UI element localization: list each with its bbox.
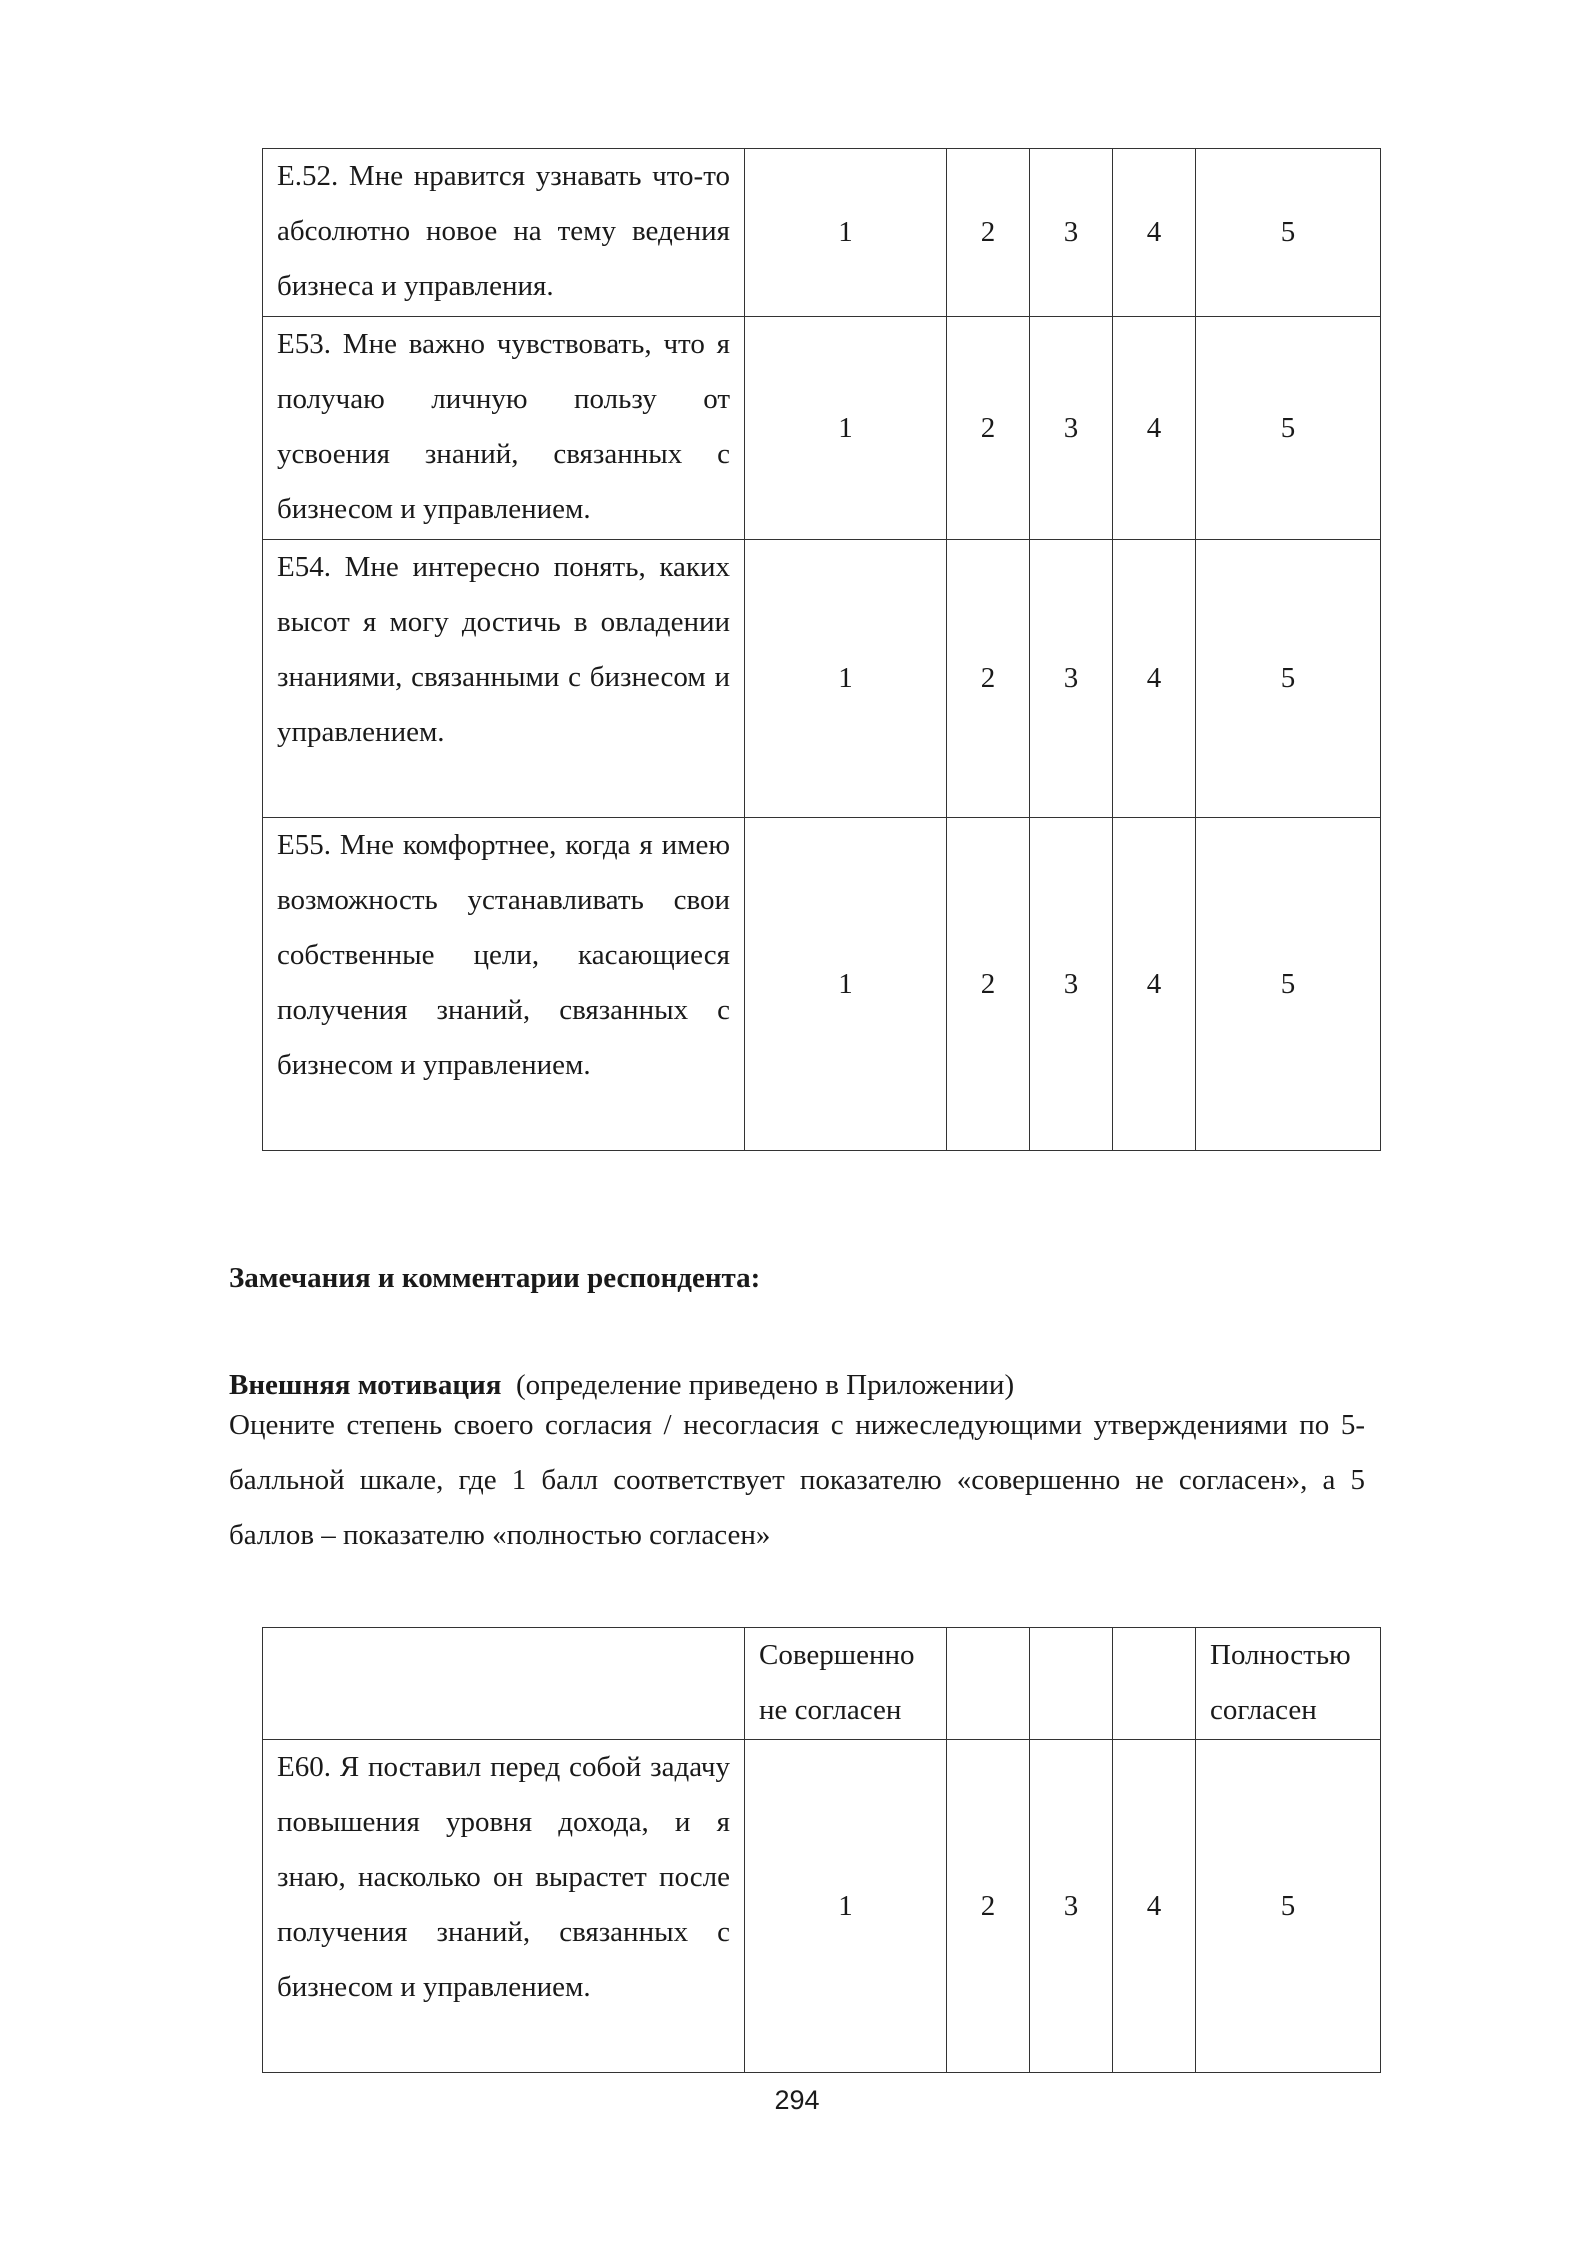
table-row [263,540,1381,818]
score-cell: 4 [1113,149,1196,317]
statement-cell: Е55. Мне комфортнее, когда я имею возможность устанавливать свои собственные цели, касающиеся получения знаний, связанных с бизнесом и управлением. [263,818,745,1151]
score-cell: 1 [745,818,947,1151]
score-cell: 4 [1113,540,1196,818]
header-cell [1030,1628,1113,1740]
comments-heading: Замечания и комментарии респондента: [229,1262,761,1294]
score-cell: 1 [745,540,947,818]
statement-cell: Е53. Мне важно чувствовать, что я получаю личную пользу от усвоения знаний, связанных с бизнесом и управлением. [263,317,745,540]
statement-cell: Е.52. Мне нравится узнавать что-то абсолютно новое на тему ведения бизнеса и управления. [263,149,745,317]
score-cell: 5 [1196,317,1381,540]
section-title-note: (определение приведено в Приложении) [515,1369,1015,1401]
score-cell: 4 [1113,317,1196,540]
table-header-row [263,1628,1381,1740]
rating-table-extrinsic [262,1627,1381,2073]
section-title: Внешняя мотивация [229,1369,502,1401]
score-cell: 3 [1030,1740,1113,2073]
score-cell: 2 [947,317,1030,540]
score-cell: 5 [1196,540,1381,818]
score-cell: 5 [1196,149,1381,317]
statement-cell: Е60. Я поставил перед собой задачу повышения уровня дохода, и я знаю, насколько он вырастет после получения знаний, связанных с бизнесом и управлением. [263,1740,745,2073]
table-row [263,149,1381,317]
table-row [263,818,1381,1151]
score-cell: 2 [947,818,1030,1151]
score-cell: 3 [1030,818,1113,1151]
score-cell: 4 [1113,1740,1196,2073]
score-cell: 1 [745,1740,947,2073]
page-number: 294 [774,2085,820,2115]
score-cell: 1 [745,317,947,540]
header-cell-agree: Полностью согласен [1196,1628,1381,1740]
statement-cell: Е54. Мне интересно понять, каких высот я могу достичь в овладении знаниями, связанными с бизнесом и управлением. [263,540,745,818]
header-cell [947,1628,1030,1740]
table-row [263,317,1381,540]
score-cell: 3 [1030,149,1113,317]
score-cell: 3 [1030,317,1113,540]
score-cell: 5 [1196,818,1381,1151]
score-cell: 3 [1030,540,1113,818]
score-cell: 5 [1196,1740,1381,2073]
score-cell: 2 [947,149,1030,317]
score-cell: 4 [1113,818,1196,1151]
instructions-paragraph: Оцените степень своего согласия / несогласия с нижеследующими утверждениями по 5-балльной шкале, где 1 балл соответствует показателю «совершенно не согласен», а 5 баллов – показателю «полностью согласен» [229,1409,1365,1551]
score-cell: 2 [947,540,1030,818]
header-cell [263,1628,745,1740]
table-row [263,1740,1381,2073]
header-cell [1113,1628,1196,1740]
rating-table-intrinsic [262,148,1381,1151]
header-cell-disagree: Совершенно не согласен [745,1628,947,1740]
score-cell: 2 [947,1740,1030,2073]
score-cell: 1 [745,149,947,317]
